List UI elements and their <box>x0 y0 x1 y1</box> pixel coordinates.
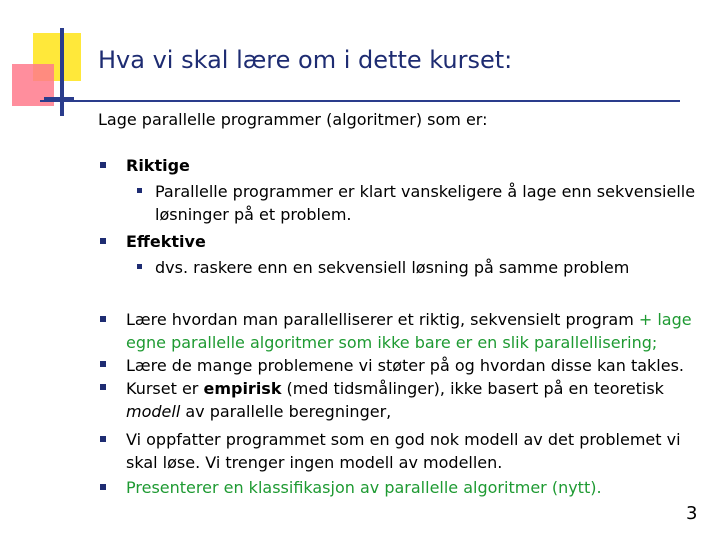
sub-bullet-square-icon <box>137 264 142 269</box>
point-empirisk-modell: modell <box>126 402 181 421</box>
point-paralleliser-highlight: + lage <box>638 310 692 329</box>
sub-bullet-square-icon <box>137 188 142 193</box>
point-empirisk-line2 <box>126 400 391 423</box>
point-paralleliser-line2: egne parallelle algoritmer som ikke bare er en slik parallellisering; <box>126 333 658 352</box>
point-klassifikasjon: Presenterer en klassifikasjon av parallelle algoritmer (nytt). <box>126 478 602 497</box>
bullet-square-icon <box>100 484 106 490</box>
bullet-square-icon <box>100 384 106 390</box>
point-paralleliser-line1 <box>126 308 692 331</box>
decor-vertical-line <box>60 28 64 116</box>
point-riktige-sub-line2: løsninger på et problem. <box>155 205 352 224</box>
point-modell-line2: skal løse. Vi trenger ingen modell av modellen. <box>126 453 503 472</box>
point-empirisk-a: Kurset er <box>126 379 204 398</box>
point-empirisk-e: av parallelle beregninger, <box>180 402 392 421</box>
point-paralleliser-text: Lære hvordan man parallelliserer et riktig, sekvensielt program <box>126 310 639 329</box>
intro-text: Lage parallelle programmer (algoritmer) som er: <box>98 110 488 129</box>
bullet-square-icon <box>100 316 106 322</box>
point-effektive: Effektive <box>126 232 206 251</box>
point-effektive-sub: dvs. raskere enn en sekvensiell løsning på samme problem <box>155 258 630 277</box>
title-underline <box>40 100 680 102</box>
slide-title: Hva vi skal lære om i dette kurset: <box>98 46 513 74</box>
bullet-square-icon <box>100 436 106 442</box>
bullet-square-icon <box>100 361 106 367</box>
point-riktige-sub-line1: Parallelle programmer er klart vanskeligere å lage enn sekvensielle <box>155 182 696 201</box>
point-empirisk-bold: empirisk <box>203 379 282 398</box>
bullet-square-icon <box>100 238 106 244</box>
point-problemer: Lære de mange problemene vi støter på og hvordan disse kan takles. <box>126 356 685 375</box>
slide-number: 3 <box>686 503 698 524</box>
point-empirisk-line1 <box>126 377 664 400</box>
point-riktige: Riktige <box>126 156 190 175</box>
bullet-square-icon <box>100 162 106 168</box>
point-empirisk-c: (med tidsmålinger), ikke basert på en teoretisk <box>281 379 664 398</box>
point-modell-line1: Vi oppfatter programmet som en god nok modell av det problemet vi <box>126 430 681 449</box>
